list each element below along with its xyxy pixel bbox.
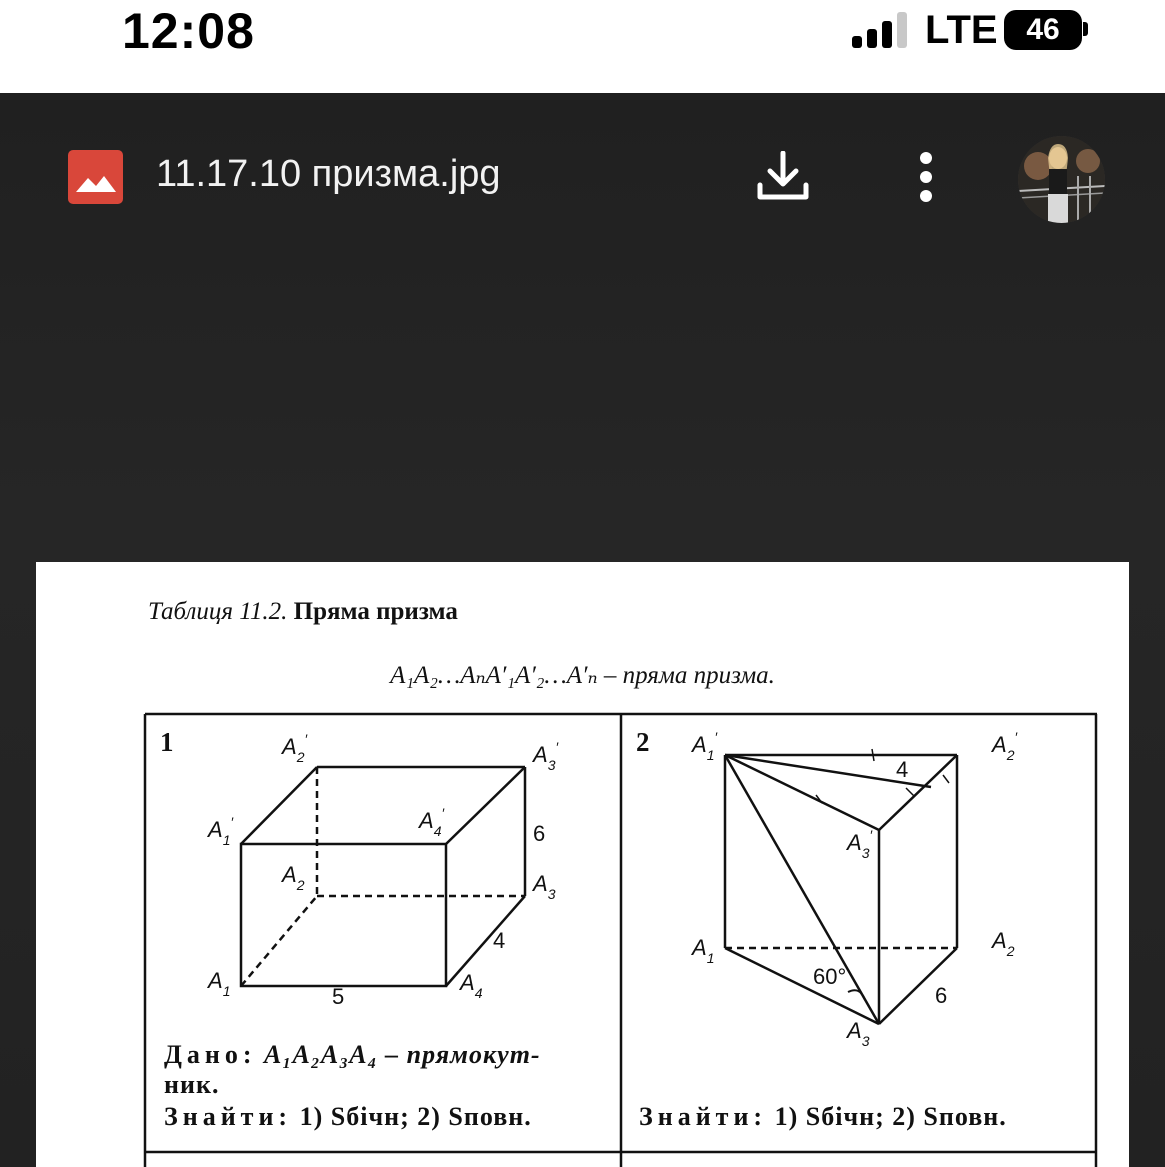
label-A2-prime-fig2: $A_2'$ [992,729,1018,763]
cell-1-number: 1 [160,727,174,757]
find-text: 1) Sбічн; 2) Sповн. [299,1102,532,1131]
document-image [36,562,1129,1167]
account-avatar[interactable] [1018,136,1105,223]
file-title: 11.17.10 призма.jpg [156,153,501,195]
find-label: Знайти: [164,1102,293,1131]
edge-top-4: 4 [896,757,909,782]
cell-2-find [639,1102,1007,1132]
find-text-2: 1) Sбічн; 2) Sповн. [774,1102,1007,1131]
label-A3-prime: $A_3'$ [533,739,559,773]
caption-title: Пряма призма [293,598,458,625]
signal-strength-icon [852,12,912,48]
more-vert-icon[interactable] [914,151,938,203]
battery-icon [1004,10,1082,50]
download-icon[interactable] [755,151,811,201]
given-text: A₁A₂A₃A₄ – прямокут- [264,1040,541,1069]
label-A3-fig2: $A_3$ [847,1018,870,1049]
status-bar [0,0,1165,93]
network-type-label: LTE [925,8,998,52]
label-A3: $A_3$ [533,871,556,902]
cell-1-given-line-2: ник. [164,1070,220,1099]
cell-2-number: 2 [636,727,650,757]
cell-1-find [164,1102,532,1132]
caption-number: Таблиця 11.2. [148,598,288,625]
given-label: Дано: [164,1040,257,1069]
label-A1-fig2: $A_1$ [692,935,715,966]
battery-level: 46 [1026,13,1060,46]
label-A1-prime: $A_1'$ [208,814,234,848]
label-A2: $A_2$ [282,862,305,893]
label-A4-prime: $A_4'$ [419,805,445,839]
prism-statement-text: A₁A₂…AₙA′₁A′₂…A′ₙ – пряма призма. [390,662,775,689]
find-label-2: Знайти: [639,1102,768,1131]
battery-tip [1083,22,1088,36]
status-time: 12:08 [122,3,255,59]
label-A2-prime: $A_2'$ [282,731,308,765]
cell-1-given [164,1040,541,1070]
label-A4: $A_4$ [460,970,483,1001]
label-A3-prime-fig2: $A_3'$ [847,827,873,861]
label-A2-fig2: $A_2$ [992,928,1015,959]
edge-width-5: 5 [332,984,345,1009]
label-A1: $A_1$ [208,968,231,999]
edge-depth-4: 4 [493,928,506,953]
image-file-icon [68,150,123,204]
image-viewer [0,93,1165,1167]
edge-height-6: 6 [533,821,546,846]
label-A1-prime-fig2: $A_1'$ [692,729,718,763]
edge-bottom-6: 6 [935,983,948,1008]
angle-60: 60° [813,964,847,989]
